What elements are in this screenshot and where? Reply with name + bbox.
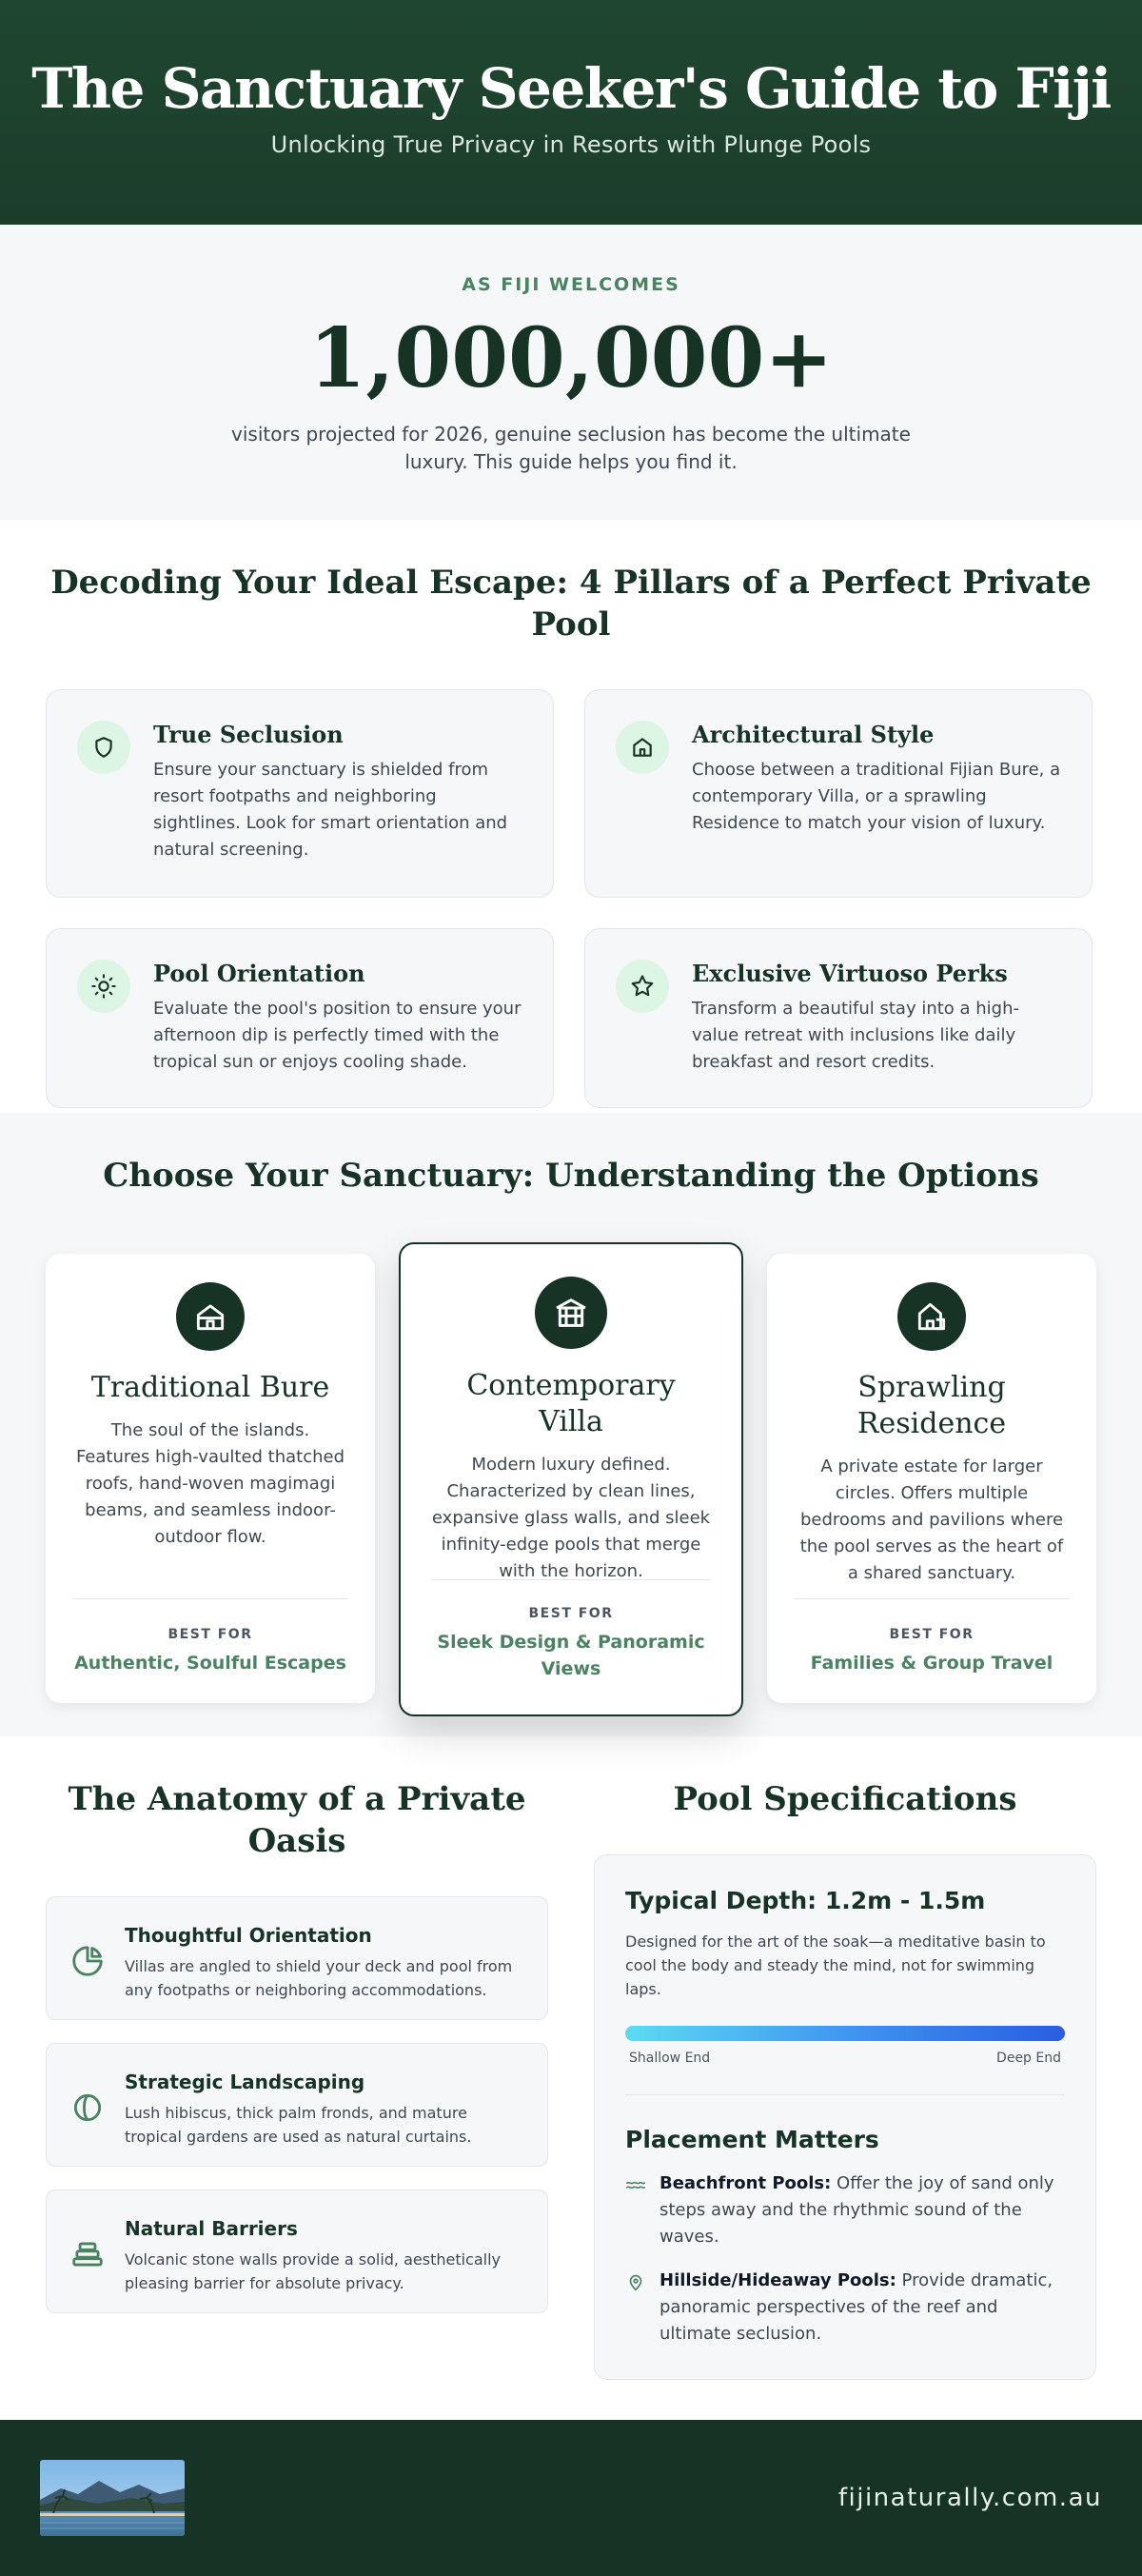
map-pin-icon [625, 2271, 648, 2296]
footer-url: fijinaturally.com.au [837, 2484, 1102, 2512]
pillar-title: Pool Orientation [153, 960, 365, 987]
stone-wall-icon [69, 2236, 108, 2276]
pillar-title: Architectural Style [692, 721, 935, 748]
villa-icon [535, 1277, 607, 1349]
pillar-title: True Seclusion [153, 721, 344, 748]
fiji-landscape-thumbnail [40, 2460, 185, 2536]
pillar-text: Evaluate the pool's position to ensure your afternoon dip is perfectly timed with the tropical sun or enjoys cooling shade. [153, 999, 522, 1072]
shield-icon [77, 721, 130, 774]
placement-label: Beachfront Pools: [660, 2173, 832, 2193]
best-for-value: Sleek Design & Panoramic Views [437, 1632, 705, 1679]
anatomy-item-title: Strategic Landscaping [125, 2071, 365, 2093]
depth-description: Designed for the art of the soak—a meditative basin to cool the body and steady the mind, not for swimming laps. [625, 1932, 1046, 1998]
pillar-card-perks [584, 928, 1093, 1108]
anatomy-item-text: Villas are angled to shield your deck and pool from any footpaths or neighboring accommodations. [125, 1957, 513, 1999]
option-divider [431, 1579, 711, 1580]
stat-number: 1,000,000+ [308, 310, 834, 406]
option-card-bure [46, 1254, 375, 1703]
best-for-label: BEST FOR [167, 1627, 253, 1642]
page-subtitle: Unlocking True Privacy in Resorts with Plunge Pools [270, 131, 872, 158]
deep-end-label: Deep End [996, 2051, 1061, 2066]
leaf-icon [69, 2090, 108, 2130]
depth-title: Typical Depth: 1.2m - 1.5m [625, 1887, 986, 1914]
bure-icon [176, 1282, 245, 1351]
option-text: A private estate for larger circles. Offers multiple bedrooms and pavilions where the pool serves as the heart of a shared sanctuary. [799, 1456, 1064, 1583]
placement-label: Hillside/Hideaway Pools: [660, 2270, 896, 2290]
option-title: Contemporary Villa [466, 1369, 676, 1438]
pillars-section [0, 520, 1142, 1113]
specs-column [594, 1778, 1096, 2420]
option-title: Traditional Bure [90, 1371, 330, 1404]
options-title: Choose Your Sanctuary: Understanding the Options [103, 1157, 1039, 1195]
anatomy-item-orientation [46, 1896, 548, 2020]
best-for-value: Authentic, Soulful Escapes [74, 1653, 346, 1674]
anatomy-item-text: Lush hibiscus, thick palm fronds, and mature tropical gardens are used as natural curtains. [125, 2104, 472, 2146]
anatomy-item-landscaping [46, 2043, 548, 2167]
option-text: The soul of the islands. Features high-vaulted thatched roofs, hand-woven magimagi beams, and seamless indoor-outdoor flow. [75, 1420, 345, 1547]
placement-description: Offer the joy of sand only steps away and the rhythmic sound of the waves. [660, 2173, 1054, 2247]
best-for-label: BEST FOR [889, 1627, 975, 1642]
pillar-title: Exclusive Virtuoso Perks [692, 960, 1008, 987]
options-cards [46, 1197, 1096, 1692]
placement-item-beachfront [625, 2170, 1065, 2250]
stat-kicker: AS FIJI WELCOMES [462, 274, 680, 295]
pillar-text: Transform a beautiful stay into a high-value retreat with inclusions like daily breakfast and resort credits. [692, 999, 1020, 1072]
waves-icon [625, 2174, 648, 2199]
anatomy-item-text: Volcanic stone walls provide a solid, aesthetically pleasing barrier for absolute privacy. [125, 2250, 502, 2292]
anatomy-list [46, 1896, 548, 2313]
option-divider [72, 1598, 348, 1599]
option-divider [794, 1598, 1070, 1599]
anatomy-title: The Anatomy of a Private Oasis [68, 1780, 526, 1860]
best-for-value: Families & Group Travel [810, 1653, 1053, 1674]
hero-banner [0, 0, 1142, 225]
pillar-card-orientation [46, 928, 554, 1108]
placement-text [660, 2170, 1065, 2250]
pie-chart-icon [69, 1943, 108, 1983]
pillar-text: Choose between a traditional Fijian Bure, a contemporary Villa, or a sprawling Residence to match your vision of luxury. [692, 760, 1061, 833]
anatomy-item-barriers [46, 2190, 548, 2313]
specs-title: Pool Specifications [673, 1780, 1017, 1818]
pillars-grid [46, 689, 1096, 1108]
footer [0, 2420, 1142, 2576]
pillar-text: Ensure your sanctuary is shielded from resort footpaths and neighboring sightlines. Look for smart orientation and natural screening. [153, 760, 508, 860]
spec-divider [625, 2094, 1065, 2095]
depth-labels [625, 2051, 1065, 2066]
anatomy-specs-section [0, 1736, 1142, 2420]
pillar-card-architecture [584, 689, 1093, 898]
visitor-stat-section [0, 225, 1142, 520]
placement-text [660, 2268, 1065, 2348]
pillars-title: Decoding Your Ideal Escape: 4 Pillars of a Perfect Private Pool [50, 564, 1092, 644]
option-text: Modern luxury defined. Characterized by clean lines, expansive glass walls, and sleek infinity-edge pools that merge with the horizon. [431, 1455, 711, 1581]
best-for-label: BEST FOR [528, 1606, 614, 1621]
sun-icon [77, 960, 130, 1013]
pillar-card-seclusion [46, 689, 554, 898]
placement-title: Placement Matters [625, 2126, 879, 2153]
anatomy-item-title: Thoughtful Orientation [125, 1924, 372, 1947]
shallow-end-label: Shallow End [629, 2051, 711, 2066]
anatomy-column [46, 1778, 548, 2420]
residence-icon [897, 1282, 966, 1351]
star-icon [616, 960, 669, 1013]
anatomy-item-title: Natural Barriers [125, 2217, 298, 2240]
depth-gradient-bar [625, 2026, 1065, 2041]
page-title: The Sanctuary Seeker's Guide to Fiji [31, 56, 1111, 121]
pool-spec-card [594, 1854, 1096, 2380]
home-icon [616, 721, 669, 774]
option-title: Sprawling Residence [856, 1371, 1007, 1440]
placement-item-hillside [625, 2268, 1065, 2348]
option-card-residence [767, 1254, 1096, 1703]
stat-description: visitors projected for 2026, genuine seclusion has become the ultimate luxury. This guide helps you find it. [231, 423, 911, 473]
placement-description: Provide dramatic, panoramic perspectives of the reef and ultimate seclusion. [660, 2270, 1053, 2344]
option-card-villa [399, 1242, 743, 1716]
options-section [0, 1113, 1142, 1736]
